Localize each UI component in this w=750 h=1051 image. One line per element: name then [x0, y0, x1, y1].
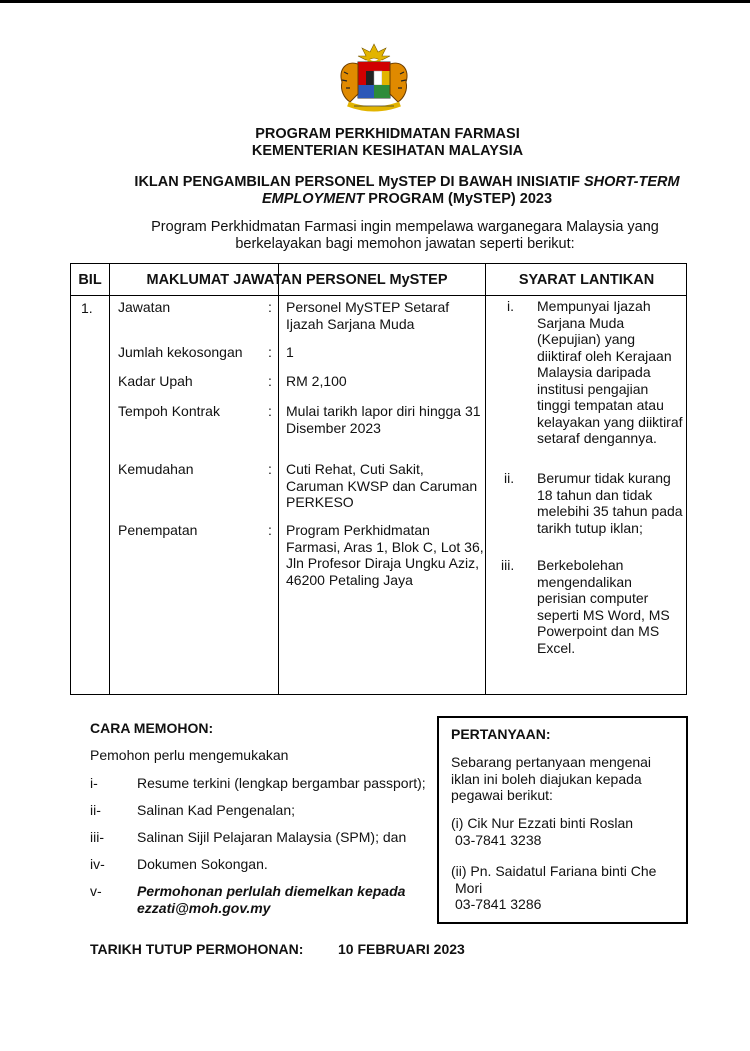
value-kemudahan	[286, 461, 484, 511]
col-divider	[109, 264, 110, 694]
syarat-line: Mempunyai Ijazah	[537, 298, 651, 314]
ad-title-part1: IKLAN PENGAMBILAN PERSONEL MySTEP DI BAWAH INISIATIF	[134, 174, 584, 190]
email-address[interactable]: ezzati@moh.gov.my	[137, 900, 271, 916]
value-line: 1	[286, 344, 294, 360]
colon: :	[268, 522, 272, 538]
colon: :	[268, 299, 272, 315]
list-item-ic: Salinan Kad Pengenalan;	[137, 802, 296, 818]
cara-memohon-heading: CARA MEMOHON:	[90, 720, 214, 736]
syarat-line: seperti MS Word, MS	[537, 606, 670, 623]
header-bil: BIL	[78, 272, 102, 288]
value-line: Caruman KWSP dan Caruman	[286, 477, 478, 494]
org-name-line2: KEMENTERIAN KESIHATAN MALAYSIA	[251, 143, 524, 159]
value-penempatan	[286, 522, 484, 588]
colon: :	[268, 403, 272, 419]
list-item-dokumen: Dokumen Sokongan.	[137, 856, 268, 872]
pertanyaan-line: pegawai berikut:	[451, 787, 553, 803]
list-num: i-	[90, 775, 98, 791]
syarat-item-3	[537, 557, 687, 656]
syarat-line: perisian computer	[537, 590, 649, 606]
value-line: Disember 2023	[286, 419, 381, 436]
contact-1	[451, 815, 633, 848]
syarat-num: i.	[507, 298, 514, 314]
colon: :	[268, 373, 272, 389]
col-divider	[278, 264, 279, 694]
intro-paragraph	[110, 219, 700, 253]
value-line: PERKESO	[286, 494, 354, 510]
value-line: 46200 Petaling Jaya	[286, 571, 413, 588]
label-jawatan: Jawatan	[118, 299, 171, 315]
value-line: Jln Profesor Diraja Ungku Aziz,	[286, 555, 479, 571]
list-item-email-instruction: Permohonan perlulah diemelkan kepada	[137, 883, 406, 899]
value-line: Program Perkhidmatan	[286, 522, 430, 538]
syarat-line: Berkebolehan	[537, 557, 624, 573]
pertanyaan-intro	[451, 754, 651, 804]
contact-phone: 03-7841 3238	[455, 831, 542, 848]
closing-date-value: 10 FEBRUARI 2023	[338, 941, 465, 957]
value-line: Mulai tarikh lapor diri hingga 31	[286, 403, 481, 419]
value-line: Farmasi, Aras 1, Blok C, Lot 36,	[286, 538, 484, 555]
header-divider	[71, 295, 686, 296]
label-kadar-upah: Kadar Upah	[118, 373, 193, 389]
header-maklumat: MAKLUMAT JAWATAN PERSONEL MySTEP	[146, 272, 448, 288]
contact-phone: 03-7841 3286	[455, 896, 542, 912]
colon: :	[268, 344, 272, 360]
header-syarat: SYARAT LANTIKAN	[518, 272, 655, 288]
ad-title-part2: PROGRAM (MySTEP) 2023	[364, 191, 553, 207]
value-line: RM 2,100	[286, 373, 347, 389]
intro-line1: Program Perkhidmatan Farmasi ingin mempelawa warganegara Malaysia yang	[151, 219, 659, 235]
cara-memohon-intro: Pemohon perlu mengemukakan	[90, 747, 289, 763]
label-penempatan: Penempatan	[118, 522, 198, 538]
list-num: iv-	[90, 856, 105, 872]
syarat-line: setaraf dengannya.	[537, 430, 657, 446]
list-num: v-	[90, 883, 102, 899]
org-name-line1: PROGRAM PERKHIDMATAN FARMASI	[255, 126, 520, 142]
syarat-line: Berumur tidak kurang	[537, 470, 671, 486]
syarat-line: diiktiraf oleh Kerajaan	[537, 347, 672, 364]
colon: :	[268, 461, 272, 477]
pertanyaan-line: iklan ini boleh diajukan kepada	[451, 770, 642, 787]
syarat-num: ii.	[504, 470, 515, 486]
value-jawatan	[286, 299, 484, 332]
list-item-resume: Resume terkini (lengkap bergambar passport);	[137, 775, 426, 791]
value-line: Cuti Rehat, Cuti Sakit,	[286, 461, 424, 477]
label-jumlah-kekosongan: Jumlah kekosongan	[118, 344, 243, 360]
value-line: Personel MySTEP Setaraf	[286, 299, 450, 315]
value-tempoh-kontrak	[286, 403, 484, 436]
value-line: Ijazah Sarjana Muda	[286, 315, 415, 332]
syarat-line: 18 tahun dan tidak	[537, 486, 653, 503]
pertanyaan-line: Sebarang pertanyaan mengenai	[451, 754, 652, 770]
syarat-line: Powerpoint dan MS	[537, 623, 660, 639]
label-tempoh-kontrak: Tempoh Kontrak	[118, 403, 220, 419]
list-num: iii-	[90, 829, 104, 845]
syarat-line: Sarjana Muda	[537, 314, 625, 331]
syarat-line: (Kepujian) yang	[537, 331, 636, 347]
ad-title-italic1: SHORT-TERM	[583, 174, 680, 190]
pertanyaan-box	[437, 716, 688, 924]
closing-date-label: TARIKH TUTUP PERMOHONAN:	[90, 941, 304, 957]
col-divider	[485, 264, 486, 694]
contact-2	[451, 863, 656, 913]
top-border	[0, 0, 750, 3]
syarat-line: kelayakan yang diiktiraf	[537, 413, 683, 430]
syarat-num: iii.	[501, 557, 515, 573]
ad-title	[112, 174, 702, 208]
syarat-item-2	[537, 470, 687, 536]
ad-title-italic2: EMPLOYMENT	[261, 191, 365, 207]
list-item-spm: Salinan Sijil Pelajaran Malaysia (SPM); dan	[137, 829, 407, 845]
syarat-line: melebihi 35 tahun pada	[537, 503, 683, 519]
value-kadar-upah	[286, 373, 484, 390]
syarat-item-1	[537, 298, 687, 447]
pertanyaan-heading: PERTANYAAN:	[451, 726, 551, 742]
syarat-line: Excel.	[537, 639, 576, 656]
syarat-line: Malaysia daripada	[537, 364, 651, 380]
label-kemudahan: Kemudahan	[118, 461, 194, 477]
syarat-line: institusi pengajian	[537, 380, 649, 397]
coat-of-arms-emblem	[328, 42, 420, 118]
row-number: 1.	[81, 300, 93, 316]
contact-name: (ii) Pn. Saidatul Fariana binti Che	[451, 863, 657, 879]
contact-name: (i) Cik Nur Ezzati binti Roslan	[451, 815, 634, 831]
contact-name-cont: Mori	[455, 879, 483, 896]
syarat-line: mengendalikan	[537, 573, 632, 590]
syarat-line: tarikh tutup iklan;	[537, 519, 643, 536]
list-num: ii-	[90, 802, 101, 818]
intro-line2: berkelayakan bagi memohon jawatan seperti berikut:	[235, 236, 575, 252]
job-table	[70, 263, 687, 695]
syarat-line: tinggi tempatan atau	[537, 397, 664, 413]
value-jumlah-kekosongan	[286, 344, 484, 361]
